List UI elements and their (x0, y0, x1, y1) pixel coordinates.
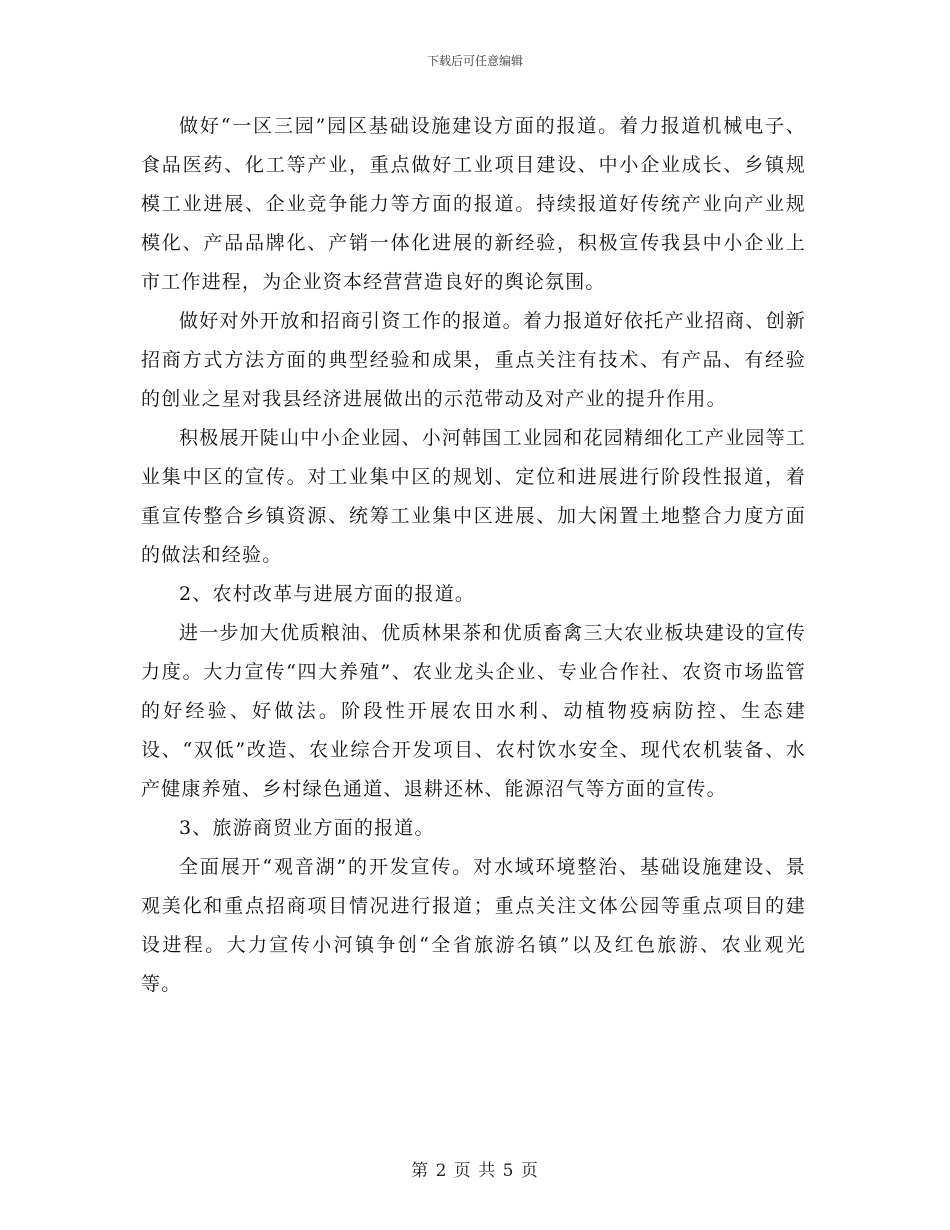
section-heading: 2、农村改革与进展方面的报道。 (179, 583, 476, 605)
document-body (141, 107, 806, 1004)
section-heading: 3、旅游商贸业方面的报道。 (179, 817, 435, 839)
paragraph: 进一步加大优质粮油、优质林果茶和优质畜禽三大农业板块建设的宣传力度。大力宣传“四大养殖”、农业龙头企业、专业合作社、农资市场监管的好经验、好做法。阶段性开展农田水利、动植物疫病防控、生态建设、“双低”改造、农业综合开发项目、农村饮水安全、现代农机装备、水产健康养殖、乡村绿色通道、退耕还林、能源沼气等方面的宣传。 (141, 622, 806, 800)
paragraph: 积极展开陡山中小企业园、小河韩国工业园和花园精细化工产业园等工业集中区的宣传。对工业集中区的规划、定位和进展进行阶段性报道，着重宣传整合乡镇资源、统筹工业集中区进展、加大闲置土地整合力度方面的做法和经验。 (141, 427, 806, 566)
paragraph: 做好“一区三园”园区基础设施建设方面的报道。着力报道机械电子、食品医药、化工等产业，重点做好工业项目建设、中小企业成长、乡镇规模工业进展、企业竞争能力等方面的报道。持续报道好传统产业向产业规模化、产品品牌化、产销一体化进展的新经验，积极宣传我县中小企业上市工作进程，为企业资本经营营造良好的舆论氛围。 (141, 115, 806, 293)
page-header: 下载后可任意编辑 (426, 54, 523, 68)
page-number-footer: 第 2 页 共 5 页 (411, 1161, 539, 1181)
paragraph: 全面展开“观音湖”的开发宣传。对水域环境整治、基础设施建设、景观美化和重点招商项目情况进行报道；重点关注文体公园等重点项目的建设进程。大力宣传小河镇争创“全省旅游名镇”以及红色旅游、农业观光等。 (141, 856, 806, 995)
paragraph: 做好对外开放和招商引资工作的报道。着力报道好依托产业招商、创新招商方式方法方面的典型经验和成果，重点关注有技术、有产品、有经验的创业之星对我县经济进展做出的示范带动及对产业的提升作用。 (141, 310, 806, 410)
